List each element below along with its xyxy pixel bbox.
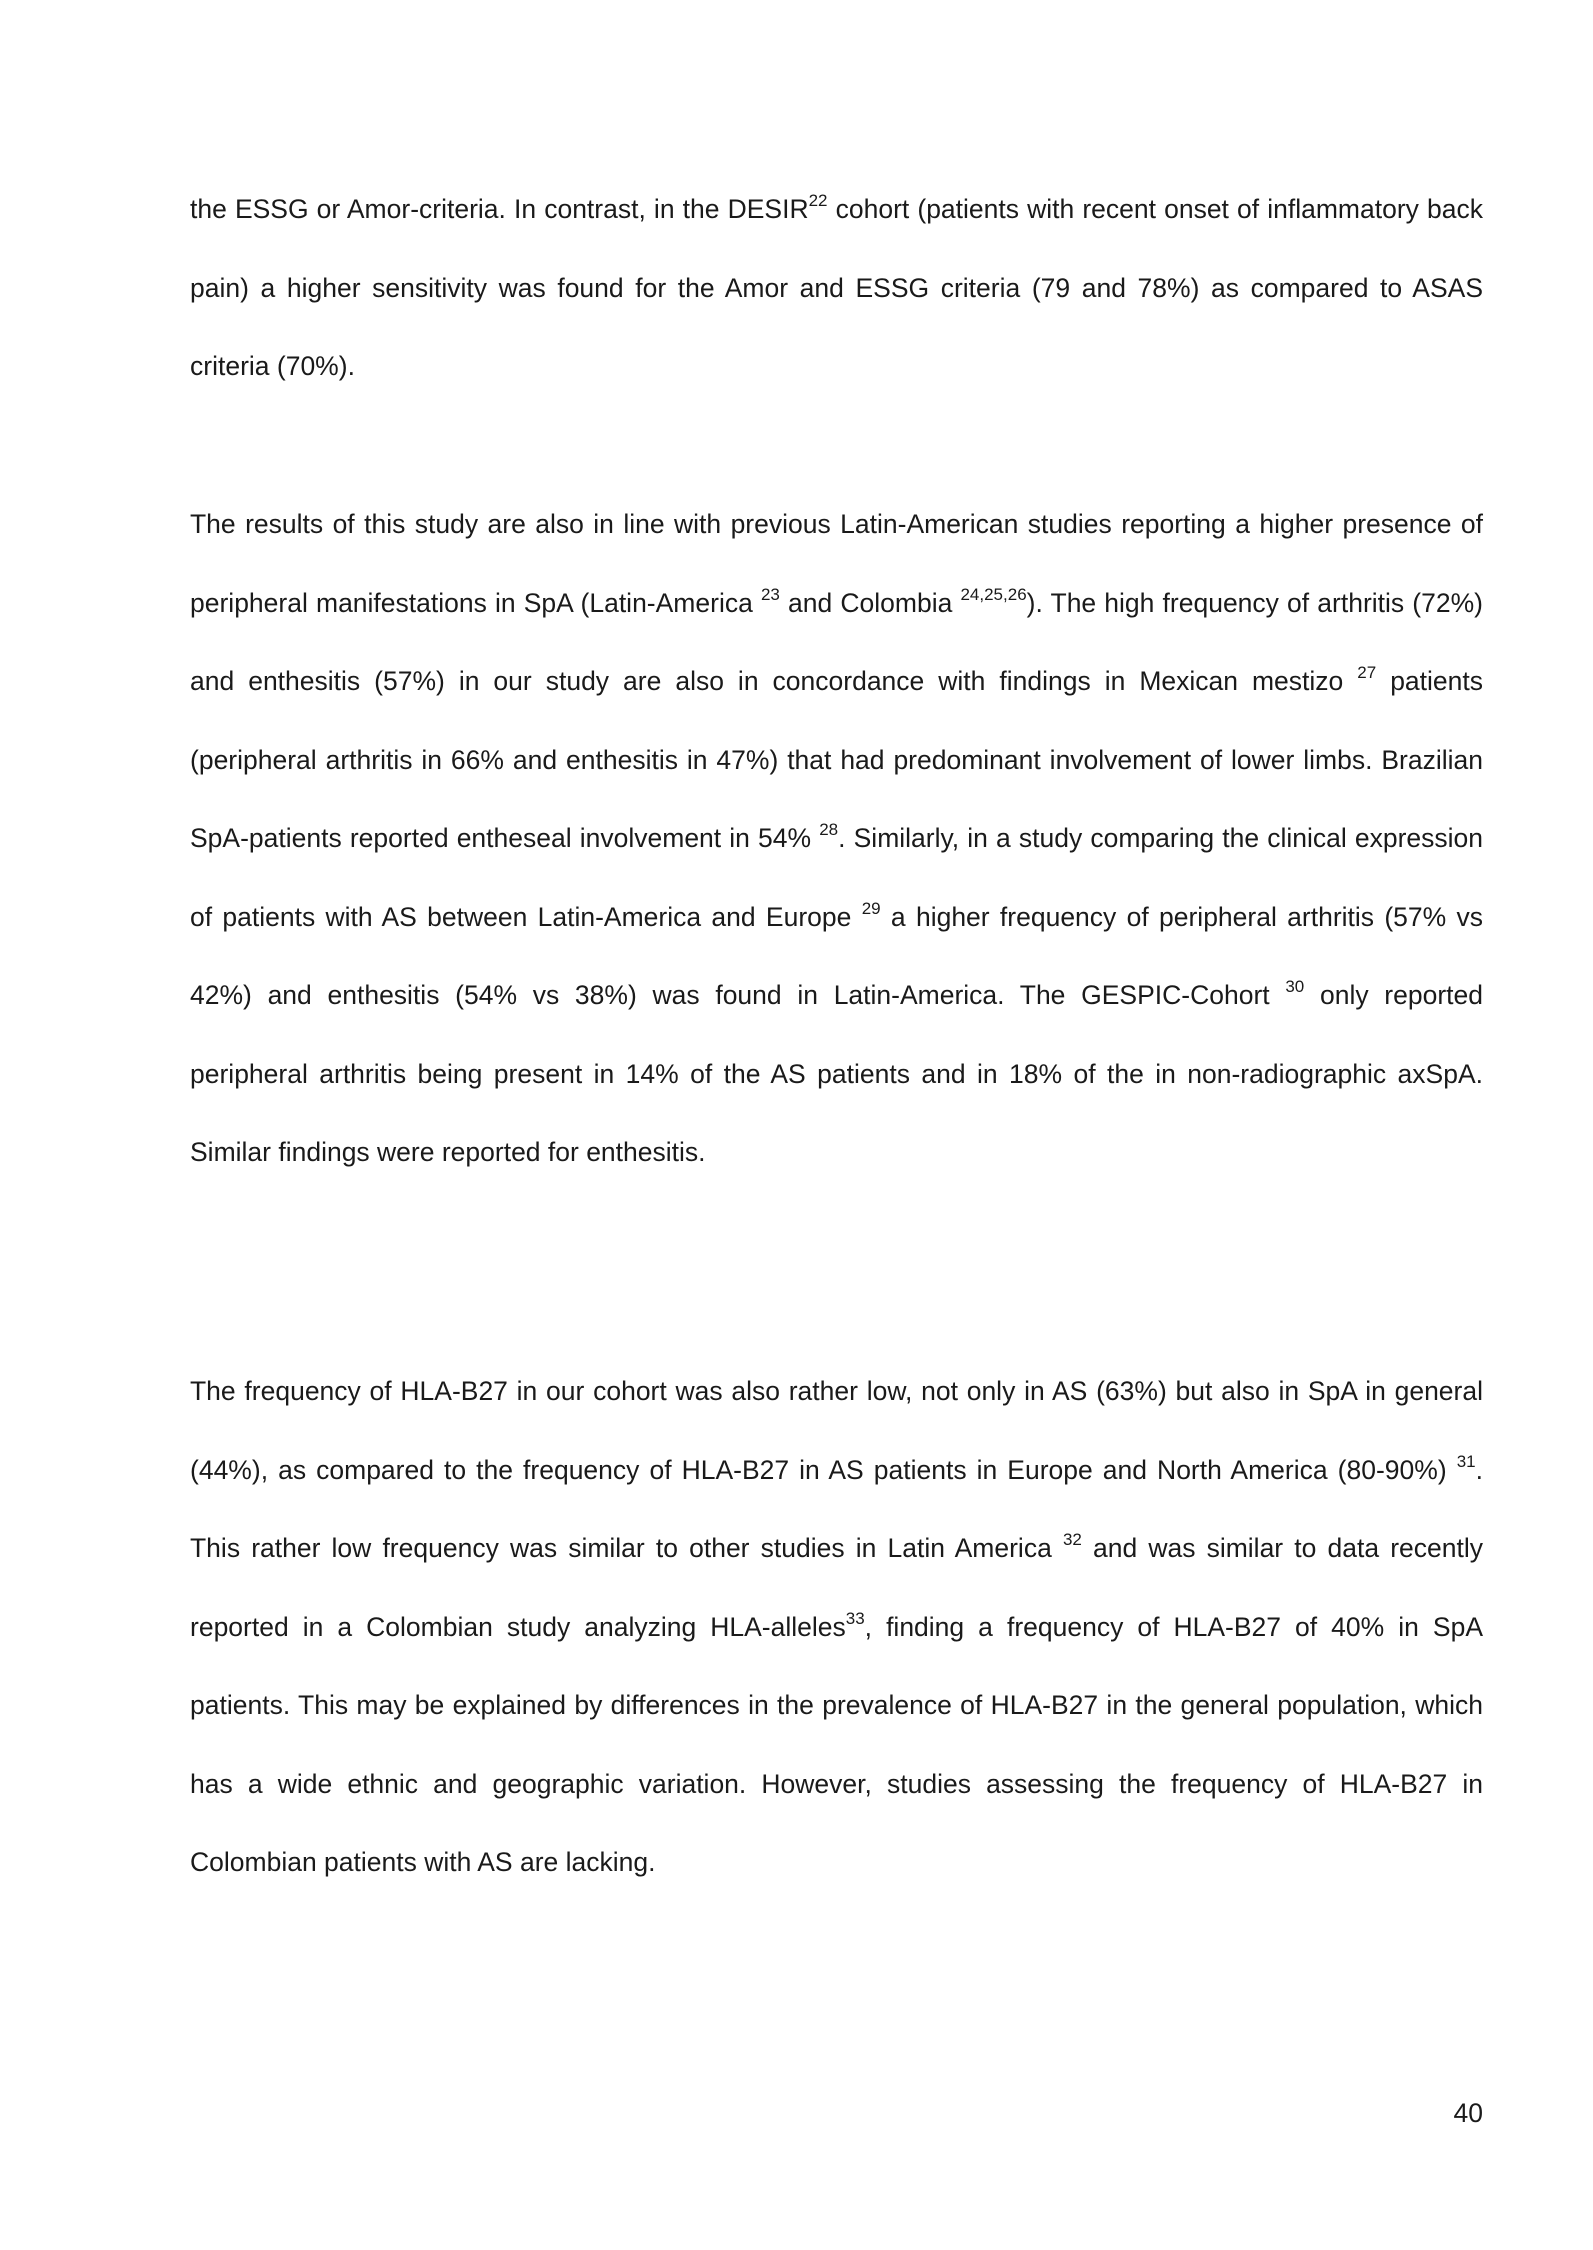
text-run: and Colombia	[779, 587, 961, 618]
citation-superscript: 30	[1285, 977, 1305, 997]
text-run: a higher frequency of peripheral arthritis (57% vs 42%) and enthesitis (54% vs 38%) was found in Latin-America. The GESPIC-Cohort	[190, 901, 1483, 1010]
citation-superscript: 24,25,26	[960, 584, 1027, 604]
paragraph-text	[190, 485, 1483, 1192]
text-run: cohort (patients with recent onset of inflammatory back pain) a higher sensitivity was found for the Amor and ESSG criteria (79 and 78%) as compared to ASAS criteria (70%).	[190, 194, 1483, 381]
citation-superscript: 32	[1062, 1530, 1082, 1550]
text-run: ). The high frequency of arthritis (72%) and enthesitis (57%) in our study are also in concordance with findings in Mexican mestizo	[190, 587, 1483, 696]
citation-superscript: 22	[808, 191, 828, 211]
paragraph-peripheral-manifestations	[190, 485, 1483, 1192]
text-run: the ESSG or Amor-criteria. In contrast, in the DESIR	[190, 194, 809, 224]
text-run: and was similar to data recently reported in a Colombian study analyzing HLA-alleles	[190, 1533, 1483, 1642]
text-run: patients (peripheral arthritis in 66% and enthesitis in 47%) that had predominant involvement of lower limbs. Brazilian SpA-patients reported entheseal involvement in 54%	[190, 666, 1484, 853]
citation-superscript: 31	[1456, 1451, 1476, 1471]
paragraph-hla-b27-frequency	[190, 1352, 1483, 1902]
citation-superscript: 27	[1357, 663, 1377, 683]
paragraph-text	[190, 170, 1483, 406]
citation-superscript: 28	[819, 820, 839, 840]
citation-superscript: 29	[861, 898, 881, 918]
citation-superscript: 23	[760, 584, 780, 604]
text-run: only reported peripheral arthritis being present in 14% of the AS patients and in 18% of the in non-radiographic axSpA. Similar findings were reported for enthesitis.	[190, 980, 1483, 1167]
citation-superscript: 33	[845, 1608, 865, 1628]
text-run: The results of this study are also in line with previous Latin-American studies reporting a higher presence of peripheral manifestations in SpA (Latin-America	[190, 509, 1483, 618]
text-run: , finding a frequency of HLA-B27 of 40% in SpA patients. This may be explained by differences in the prevalence of HLA-B27 in the general population, which has a wide ethnic and geographic variation. However, studies assessing the frequency of HLA-B27 in Colombian patients with AS are lacking.	[190, 1611, 1484, 1877]
text-run: . Similarly, in a study comparing the clinical expression of patients with AS between Latin-America and Europe	[190, 823, 1484, 932]
paragraph-criteria-sensitivity	[190, 170, 1483, 406]
text-run: The frequency of HLA-B27 in our cohort was also rather low, not only in AS (63%) but also in SpA in general (44%), as compared to the frequency of HLA-B27 in AS patients in Europe and North America (80-90%)	[190, 1376, 1483, 1485]
page-number: 40	[1453, 2098, 1483, 2128]
text-run: . This rather low frequency was similar to other studies in Latin America	[190, 1454, 1483, 1563]
paragraph-text	[190, 1352, 1483, 1902]
